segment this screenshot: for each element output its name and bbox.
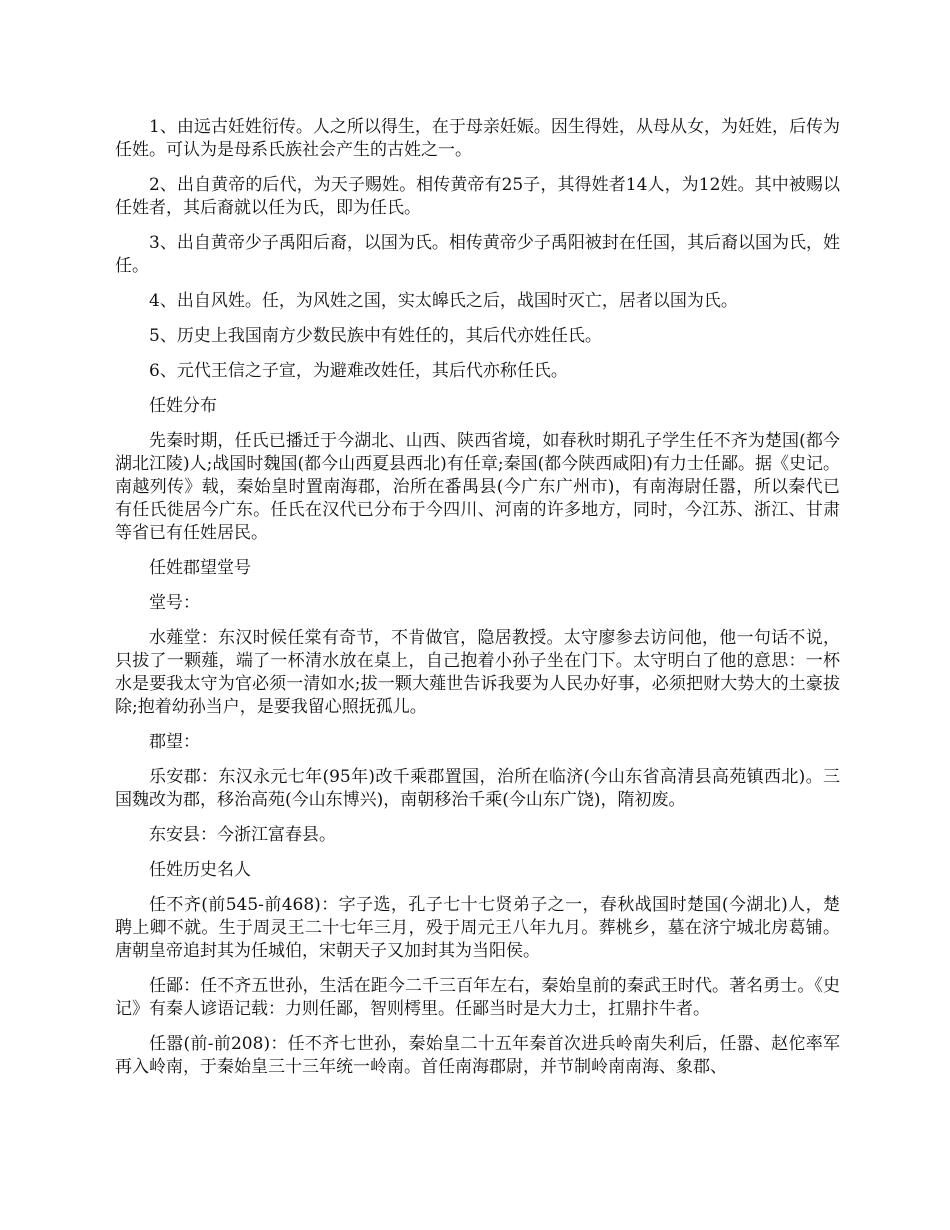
section-heading-notable-people: 任姓历史名人 xyxy=(149,860,251,880)
origin-paragraph-5: 5、历史上我国南方少数民族中有姓任的，其后代亦姓任氏。 xyxy=(149,326,602,346)
subheading-hall-name: 堂号： xyxy=(149,593,200,613)
origin-paragraph-3: 3、出自黄帝少子禹阳后裔，以国为氏。相传黄帝少子禹阳被封在任国，其后裔以国为氏，姓任。 xyxy=(115,233,840,276)
notable-person-paragraph-1: 任不齐(前545-前468)：字子选，孔子七十七贤弟子之一，春秋战国时楚国(今湖北)人，楚聘上卿不就。生于周灵王二十七年三月，殁于周元王八年九月。葬桃乡，墓在济宁城北房葛铺。唐朝皇帝追封其为任城伯，宋朝天子又加封其为当阳侯。 xyxy=(115,895,840,961)
origin-paragraph-2: 2、出自黄帝的后代，为天子赐姓。相传黄帝有25子，其得姓者14人，为12姓。其中被赐以任姓者，其后裔就以任为氏，即为任氏。 xyxy=(115,175,840,218)
distribution-paragraph: 先秦时期，任氏已播迁于今湖北、山西、陕西省境，如春秋时期孔子学生任不齐为楚国(都今湖北江陵)人;战国时魏国(都今山西夏县西北)有任章;秦国(都今陕西咸阳)有力士任鄙。据《史记。南越列传》载，秦始皇时置南海郡，治所在番禺县(今广东广州市)，有南海尉任嚣，所以秦代已有任氏徙居今广东。任氏在汉代已分布于今四川、河南的许多地方，同时，今江苏、浙江、甘肃等省已有任姓居民。 xyxy=(115,431,840,543)
origin-paragraph-1: 1、由远古妊姓衍传。人之所以得生，在于母亲妊娠。因生得姓，从母从女，为妊姓，后传为任姓。可认为是母系氏族社会产生的古姓之一。 xyxy=(115,117,840,160)
hall-name-paragraph: 水薤堂：东汉时候任棠有奇节，不肯做官，隐居教授。太守廖参去访问他，他一句话不说，只拔了一颗薤，端了一杯清水放在桌上，自己抱着小孙子坐在门下。太守明白了他的意思：一杯水是要我太守为官必须一清如水;拔一颗大薤世告诉我要为人民办好事，必须把财大势大的土豪拔除;抱着幼孙当户，是要我留心照抚孤儿。 xyxy=(115,628,840,717)
notable-person-paragraph-3: 任嚣(前-前208)：任不齐七世孙，秦始皇二十五年秦首次进兵岭南失利后，任嚣、赵佗率军再入岭南，于秦始皇三十三年统一岭南。首任南海郡尉，并节制岭南南海、象郡、 xyxy=(115,1034,840,1077)
document-body xyxy=(115,116,840,1091)
notable-person-paragraph-2: 任鄙：任不齐五世孙，生活在距今二千三百年左右，秦始皇前的秦武王时代。著名勇士。《史记》有秦人谚语记载：力则任鄙，智则樗里。任鄙当时是大力士，扛鼎抃牛者。 xyxy=(115,976,840,1019)
origin-paragraph-4: 4、出自风姓。任，为风姓之国，实太皞氏之后，战国时灭亡，居者以国为氏。 xyxy=(149,291,738,311)
commandery-paragraph-1: 乐安郡：东汉永元七年(95年)改千乘郡置国，治所在临济(今山东省高清县高苑镇西北)。三国魏改为郡，移治高苑(今山东博兴)，南朝移治千乘(今山东广饶)，隋初废。 xyxy=(115,767,840,810)
section-heading-hall-names: 任姓郡望堂号 xyxy=(149,558,251,578)
commandery-paragraph-2: 东安县：今浙江富春县。 xyxy=(149,825,336,845)
section-heading-distribution: 任姓分布 xyxy=(149,396,217,416)
origin-paragraph-6: 6、元代王信之子宣，为避难改姓任，其后代亦称任氏。 xyxy=(149,361,568,381)
subheading-commandery: 郡望： xyxy=(149,732,200,752)
